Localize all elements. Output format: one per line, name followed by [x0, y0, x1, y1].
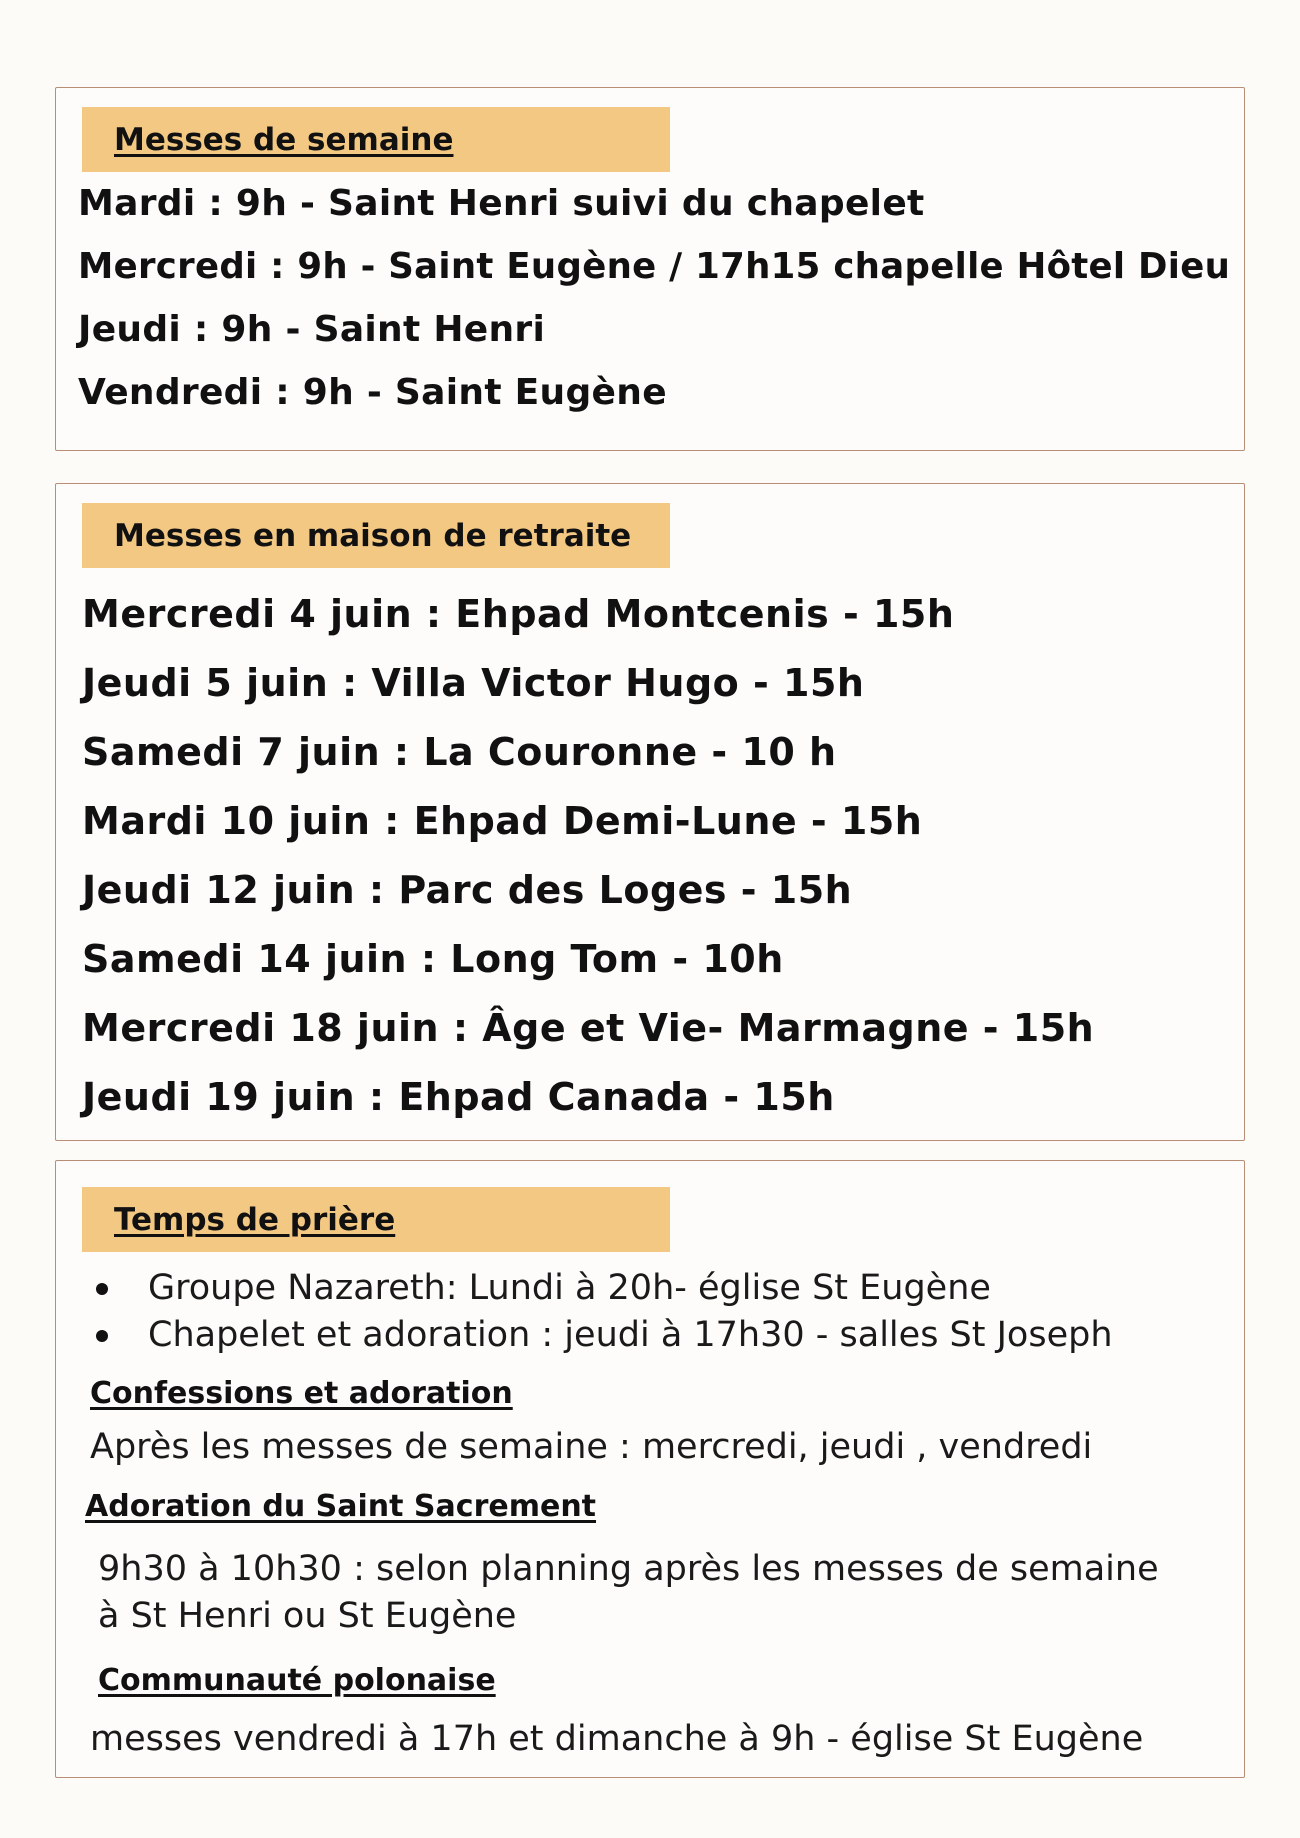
mass-line: Samedi 7 juin : La Couronne - 10 h: [82, 730, 837, 774]
bullet-icon: [96, 1283, 108, 1295]
mass-line: Mardi : 9h - Saint Henri suivi du chapelet: [78, 183, 925, 224]
bullet-icon: [96, 1330, 108, 1342]
mass-line: Mercredi 18 juin : Âge et Vie- Marmagne - 15h: [82, 1006, 1095, 1050]
polish-community-text: messes vendredi à 17h et dimanche à 9h - église St Eugène: [90, 1719, 1144, 1759]
mass-line: Samedi 14 juin : Long Tom - 10h: [82, 937, 784, 981]
retirement-home-masses-section: [55, 483, 1245, 1141]
adoration-heading: Adoration du Saint Sacrement: [85, 1489, 597, 1524]
mass-line: Jeudi 12 juin : Parc des Loges - 15h: [82, 868, 853, 912]
prayer-time-section: [55, 1160, 1245, 1778]
polish-community-heading: Communauté polonaise: [98, 1663, 496, 1698]
mass-line: Jeudi 5 juin : Villa Victor Hugo - 15h: [82, 661, 865, 705]
section-title: Messes en maison de retraite: [82, 503, 670, 568]
weekday-masses-section: [55, 87, 1245, 451]
mass-line: Mercredi 4 juin : Ehpad Montcenis - 15h: [82, 592, 955, 636]
section-title: Messes de semaine: [82, 107, 670, 172]
mass-line: Jeudi 19 juin : Ehpad Canada - 15h: [82, 1075, 835, 1119]
adoration-text-line2: à St Henri ou St Eugène: [98, 1596, 517, 1636]
mass-line: Vendredi : 9h - Saint Eugène: [78, 372, 667, 413]
mass-line: Jeudi : 9h - Saint Henri: [78, 309, 546, 350]
adoration-text-line1: 9h30 à 10h30 : selon planning après les messes de semaine: [98, 1549, 1159, 1589]
mass-line: Mardi 10 juin : Ehpad Demi-Lune - 15h: [82, 799, 923, 843]
section-title: Temps de prière: [82, 1187, 670, 1252]
prayer-list: [96, 1265, 1113, 1359]
list-item: Groupe Nazareth: Lundi à 20h- église St Eugène: [96, 1265, 1113, 1312]
list-item: Chapelet et adoration : jeudi à 17h30 - salles St Joseph: [96, 1312, 1113, 1359]
confessions-heading: Confessions et adoration: [90, 1376, 513, 1411]
mass-line: Mercredi : 9h - Saint Eugène / 17h15 chapelle Hôtel Dieu: [78, 246, 1231, 287]
confessions-text: Après les messes de semaine : mercredi, jeudi , vendredi: [90, 1427, 1093, 1467]
